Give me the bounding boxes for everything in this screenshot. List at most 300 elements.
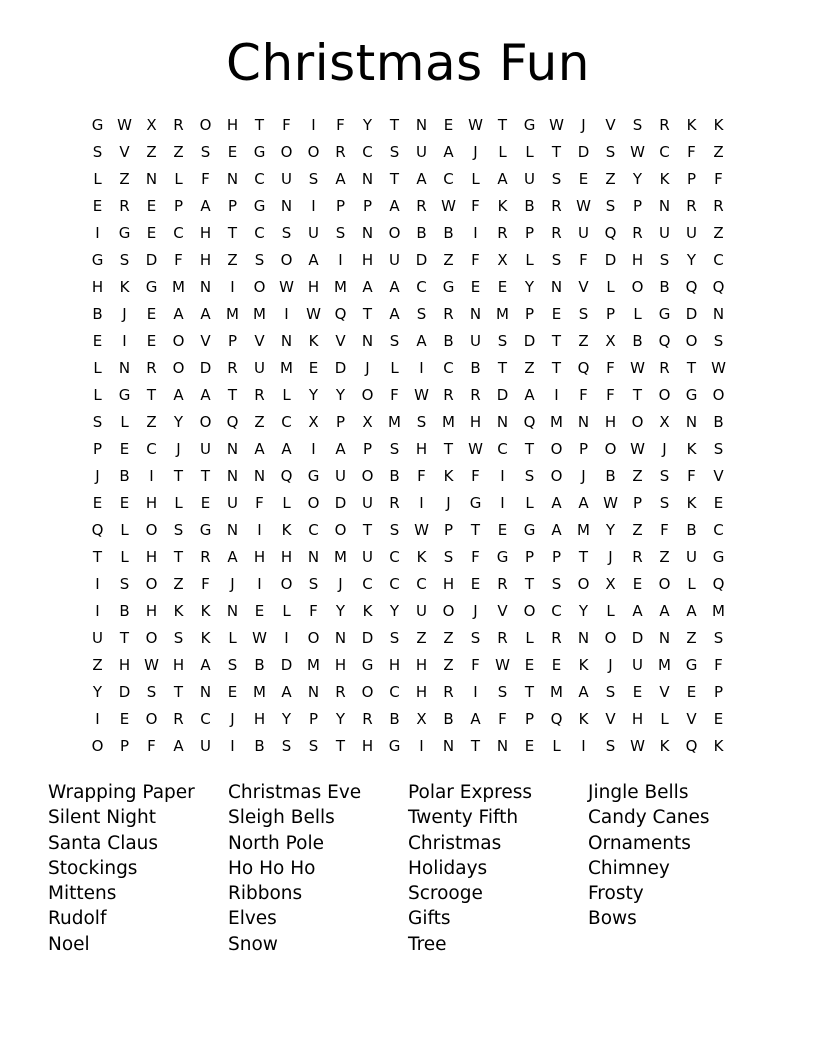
grid-letter[interactable]: R [362,710,373,728]
grid-letter[interactable]: A [335,170,346,188]
grid-letter[interactable]: C [389,548,400,566]
grid-letter[interactable]: Q [604,224,617,242]
grid-letter[interactable]: Y [173,413,184,431]
grid-letter[interactable]: I [95,575,100,593]
grid-letter[interactable]: Z [686,629,697,647]
grid-letter[interactable]: T [173,683,184,701]
grid-letter[interactable]: O [145,710,158,728]
grid-letter[interactable]: I [473,683,478,701]
grid-letter[interactable]: F [714,656,723,674]
grid-letter[interactable]: E [92,197,103,215]
grid-letter[interactable]: H [361,737,374,755]
grid-letter[interactable]: T [551,332,562,350]
grid-letter[interactable]: K [659,170,670,188]
grid-letter[interactable]: L [282,494,291,512]
grid-letter[interactable]: M [280,359,293,377]
grid-letter[interactable]: V [497,602,508,620]
grid-letter[interactable]: K [713,737,724,755]
grid-letter[interactable]: J [662,440,667,458]
grid-letter[interactable]: H [604,413,617,431]
grid-letter[interactable]: R [686,197,697,215]
grid-letter[interactable]: B [470,359,481,377]
grid-letter[interactable]: D [604,251,617,269]
grid-letter[interactable]: L [525,251,534,269]
grid-letter[interactable]: A [281,440,292,458]
grid-letter[interactable]: O [280,575,293,593]
grid-letter[interactable]: C [443,359,454,377]
grid-letter[interactable]: M [226,305,239,323]
grid-letter[interactable]: U [227,494,238,512]
grid-letter[interactable]: E [227,143,238,161]
grid-letter[interactable]: Z [524,359,535,377]
grid-letter[interactable]: J [230,575,235,593]
grid-letter[interactable]: N [577,413,590,431]
grid-letter[interactable]: I [419,737,424,755]
grid-letter[interactable]: G [388,737,401,755]
grid-letter[interactable]: G [307,467,320,485]
grid-letter[interactable]: E [497,521,508,539]
grid-letter[interactable]: O [658,575,671,593]
grid-letter[interactable]: K [416,548,427,566]
grid-letter[interactable]: W [630,440,645,458]
grid-letter[interactable]: C [362,143,373,161]
grid-letter[interactable]: H [307,278,320,296]
grid-letter[interactable]: O [631,413,644,431]
grid-letter[interactable]: K [659,737,670,755]
grid-letter[interactable]: F [471,656,480,674]
grid-letter[interactable]: I [95,710,100,728]
grid-letter[interactable]: S [146,683,157,701]
grid-letter[interactable]: N [361,170,374,188]
grid-letter[interactable]: C [551,602,562,620]
grid-letter[interactable]: N [496,413,509,431]
grid-letter[interactable]: G [523,116,536,134]
grid-letter[interactable]: R [632,224,643,242]
grid-letter[interactable]: Z [227,251,238,269]
grid-letter[interactable]: A [200,386,211,404]
grid-letter[interactable]: V [686,710,697,728]
grid-letter[interactable]: S [92,143,103,161]
grid-letter[interactable]: Z [443,656,454,674]
grid-letter[interactable]: B [443,224,454,242]
grid-letter[interactable]: D [415,251,428,269]
grid-letter[interactable]: N [199,683,212,701]
grid-letter[interactable]: C [497,440,508,458]
grid-letter[interactable]: D [334,494,347,512]
grid-letter[interactable]: E [524,656,535,674]
grid-letter[interactable]: R [173,116,184,134]
grid-letter[interactable]: E [524,737,535,755]
grid-letter[interactable]: Y [335,602,346,620]
grid-letter[interactable]: S [470,629,481,647]
grid-letter[interactable]: O [442,602,455,620]
grid-letter[interactable]: S [416,413,427,431]
grid-letter[interactable]: J [122,305,127,323]
grid-letter[interactable]: F [147,737,156,755]
grid-letter[interactable]: D [199,359,212,377]
grid-letter[interactable]: M [577,521,590,539]
grid-letter[interactable]: S [308,575,319,593]
grid-letter[interactable]: U [362,548,373,566]
grid-letter[interactable]: W [576,197,591,215]
grid-letter[interactable]: O [145,575,158,593]
grid-letter[interactable]: Z [173,575,184,593]
grid-letter[interactable]: P [524,224,535,242]
grid-letter[interactable]: S [713,440,724,458]
grid-letter[interactable]: S [200,143,211,161]
grid-letter[interactable]: Q [712,575,725,593]
grid-letter[interactable]: K [119,278,130,296]
grid-letter[interactable]: B [416,224,427,242]
grid-letter[interactable]: X [308,413,319,431]
grid-letter[interactable]: U [632,656,643,674]
grid-letter[interactable]: L [93,386,102,404]
grid-letter[interactable]: R [227,359,238,377]
grid-letter[interactable]: K [200,629,211,647]
grid-letter[interactable]: P [686,170,697,188]
grid-letter[interactable]: J [446,494,451,512]
grid-letter[interactable]: Y [362,116,373,134]
grid-letter[interactable]: O [361,683,374,701]
grid-letter[interactable]: X [362,413,373,431]
grid-letter[interactable]: O [145,629,158,647]
grid-letter[interactable]: B [605,467,616,485]
grid-letter[interactable]: A [227,548,238,566]
grid-letter[interactable]: E [227,683,238,701]
grid-letter[interactable]: C [362,575,373,593]
grid-letter[interactable]: D [496,386,509,404]
grid-letter[interactable]: S [281,737,292,755]
grid-letter[interactable]: J [581,467,586,485]
grid-letter[interactable]: A [443,143,454,161]
grid-letter[interactable]: O [523,602,536,620]
grid-letter[interactable]: R [443,683,454,701]
grid-letter[interactable]: Z [443,629,454,647]
grid-letter[interactable]: T [551,143,562,161]
grid-letter[interactable]: T [389,116,400,134]
grid-letter[interactable]: O [91,737,104,755]
grid-letter[interactable]: S [389,521,400,539]
grid-letter[interactable]: V [335,332,346,350]
grid-letter[interactable]: E [497,278,508,296]
grid-letter[interactable]: E [308,359,319,377]
grid-letter[interactable]: N [307,548,320,566]
grid-letter[interactable]: B [254,656,265,674]
grid-letter[interactable]: L [174,494,183,512]
grid-letter[interactable]: B [659,278,670,296]
grid-letter[interactable]: F [309,602,318,620]
grid-letter[interactable]: M [388,413,401,431]
grid-letter[interactable]: F [282,116,291,134]
grid-letter[interactable]: F [201,170,210,188]
grid-letter[interactable]: W [279,278,294,296]
grid-letter[interactable]: P [632,197,643,215]
grid-letter[interactable]: K [686,440,697,458]
grid-letter[interactable]: S [335,224,346,242]
grid-letter[interactable]: S [605,143,616,161]
grid-letter[interactable]: H [199,251,212,269]
grid-letter[interactable]: D [685,305,698,323]
grid-letter[interactable]: Z [659,548,670,566]
grid-letter[interactable]: F [579,251,588,269]
grid-letter[interactable]: J [473,143,478,161]
grid-letter[interactable]: R [632,548,643,566]
grid-letter[interactable]: I [473,224,478,242]
grid-letter[interactable]: N [199,278,212,296]
grid-letter[interactable]: H [631,251,644,269]
grid-letter[interactable]: J [608,656,613,674]
grid-letter[interactable]: Q [334,305,347,323]
grid-letter[interactable]: F [471,548,480,566]
grid-letter[interactable]: Q [226,413,239,431]
grid-letter[interactable]: I [311,116,316,134]
grid-letter[interactable]: U [659,224,670,242]
grid-letter[interactable]: P [362,440,373,458]
grid-letter[interactable]: T [254,116,265,134]
grid-letter[interactable]: C [173,224,184,242]
grid-letter[interactable]: M [172,278,185,296]
grid-letter[interactable]: A [200,656,211,674]
grid-letter[interactable]: E [713,710,724,728]
grid-letter[interactable]: G [253,143,266,161]
grid-letter[interactable]: W [414,386,429,404]
grid-letter[interactable]: G [253,197,266,215]
grid-letter[interactable]: E [92,494,103,512]
grid-letter[interactable]: I [230,737,235,755]
grid-letter[interactable]: P [308,710,319,728]
grid-letter[interactable]: R [551,197,562,215]
grid-letter[interactable]: G [118,386,131,404]
grid-letter[interactable]: P [578,440,589,458]
grid-letter[interactable]: T [551,359,562,377]
grid-letter[interactable]: P [362,197,373,215]
grid-letter[interactable]: H [415,683,428,701]
grid-letter[interactable]: A [524,386,535,404]
grid-letter[interactable]: L [498,143,507,161]
grid-letter[interactable]: S [119,251,130,269]
grid-letter[interactable]: S [308,737,319,755]
grid-letter[interactable]: A [173,386,184,404]
grid-letter[interactable]: H [334,656,347,674]
grid-letter[interactable]: L [525,629,534,647]
grid-letter[interactable]: N [658,197,671,215]
grid-letter[interactable]: S [254,251,265,269]
grid-letter[interactable]: P [551,548,562,566]
grid-letter[interactable]: N [226,521,239,539]
grid-letter[interactable]: I [500,494,505,512]
grid-letter[interactable]: V [605,116,616,134]
grid-letter[interactable]: V [713,467,724,485]
grid-letter[interactable]: B [443,710,454,728]
grid-letter[interactable]: T [524,683,535,701]
grid-letter[interactable]: O [388,224,401,242]
grid-letter[interactable]: K [281,521,292,539]
grid-letter[interactable]: S [443,548,454,566]
grid-letter[interactable]: Y [605,521,616,539]
grid-letter[interactable]: O [280,251,293,269]
grid-letter[interactable]: C [416,278,427,296]
grid-letter[interactable]: Q [523,413,536,431]
grid-letter[interactable]: U [335,467,346,485]
grid-letter[interactable]: U [92,629,103,647]
grid-letter[interactable]: J [608,548,613,566]
grid-letter[interactable]: E [713,494,724,512]
grid-letter[interactable]: S [632,116,643,134]
grid-letter[interactable]: Y [389,602,400,620]
grid-letter[interactable]: D [577,143,590,161]
grid-letter[interactable]: H [199,224,212,242]
grid-letter[interactable]: S [416,305,427,323]
grid-letter[interactable]: E [632,683,643,701]
grid-letter[interactable]: U [686,548,697,566]
grid-letter[interactable]: M [550,683,563,701]
grid-letter[interactable]: H [118,656,131,674]
grid-letter[interactable]: U [389,251,400,269]
grid-letter[interactable]: S [92,413,103,431]
grid-letter[interactable]: B [524,197,535,215]
grid-letter[interactable]: K [200,602,211,620]
grid-letter[interactable]: E [551,305,562,323]
grid-letter[interactable]: N [469,305,482,323]
grid-letter[interactable]: I [581,737,586,755]
grid-letter[interactable]: G [91,251,104,269]
grid-letter[interactable]: I [257,575,262,593]
grid-letter[interactable]: H [253,548,266,566]
grid-letter[interactable]: L [282,386,291,404]
grid-letter[interactable]: I [284,305,289,323]
grid-letter[interactable]: S [389,143,400,161]
grid-letter[interactable]: W [414,521,429,539]
grid-letter[interactable]: O [550,440,563,458]
grid-letter[interactable]: H [469,413,482,431]
grid-letter[interactable]: S [659,467,670,485]
grid-letter[interactable]: Z [713,143,724,161]
grid-letter[interactable]: N [226,170,239,188]
grid-letter[interactable]: A [281,683,292,701]
grid-letter[interactable]: M [442,413,455,431]
grid-letter[interactable]: N [226,602,239,620]
grid-letter[interactable]: L [390,359,399,377]
grid-letter[interactable]: D [361,629,374,647]
grid-letter[interactable]: E [686,683,697,701]
grid-letter[interactable]: A [200,305,211,323]
grid-letter[interactable]: J [230,710,235,728]
grid-letter[interactable]: C [254,170,265,188]
grid-letter[interactable]: A [308,251,319,269]
grid-letter[interactable]: F [390,386,399,404]
grid-letter[interactable]: X [605,575,616,593]
grid-letter[interactable]: L [93,359,102,377]
grid-letter[interactable]: T [200,467,211,485]
grid-letter[interactable]: W [468,440,483,458]
grid-letter[interactable]: H [91,278,104,296]
grid-letter[interactable]: K [686,116,697,134]
grid-letter[interactable]: T [362,521,373,539]
grid-letter[interactable]: Q [577,359,590,377]
grid-letter[interactable]: M [334,548,347,566]
grid-letter[interactable]: L [525,494,534,512]
grid-letter[interactable]: U [200,737,211,755]
grid-letter[interactable]: M [658,656,671,674]
grid-letter[interactable]: C [416,575,427,593]
grid-letter[interactable]: V [605,710,616,728]
grid-letter[interactable]: Y [335,710,346,728]
grid-letter[interactable]: Q [91,521,104,539]
grid-letter[interactable]: H [631,710,644,728]
grid-letter[interactable]: G [658,305,671,323]
grid-letter[interactable]: L [660,710,669,728]
grid-letter[interactable]: F [201,575,210,593]
grid-letter[interactable]: T [389,170,400,188]
grid-letter[interactable]: Y [281,710,292,728]
grid-letter[interactable]: O [685,332,698,350]
grid-letter[interactable]: N [226,440,239,458]
grid-letter[interactable]: A [659,602,670,620]
grid-letter[interactable]: L [471,170,480,188]
grid-letter[interactable]: C [713,521,724,539]
grid-letter[interactable]: X [605,332,616,350]
grid-letter[interactable]: K [362,602,373,620]
grid-letter[interactable]: B [713,413,724,431]
grid-letter[interactable]: U [524,170,535,188]
grid-letter[interactable]: W [117,116,132,134]
grid-letter[interactable]: W [549,116,564,134]
grid-letter[interactable]: Y [308,386,319,404]
grid-letter[interactable]: I [257,521,262,539]
grid-letter[interactable]: H [172,656,185,674]
grid-letter[interactable]: W [495,656,510,674]
grid-letter[interactable]: O [253,278,266,296]
grid-letter[interactable]: S [551,251,562,269]
grid-letter[interactable]: Y [632,170,643,188]
grid-letter[interactable]: A [416,332,427,350]
grid-letter[interactable]: P [92,440,103,458]
grid-letter[interactable]: I [95,602,100,620]
grid-letter[interactable]: R [146,359,157,377]
grid-letter[interactable]: N [145,170,158,188]
grid-letter[interactable]: A [551,494,562,512]
grid-letter[interactable]: U [686,224,697,242]
grid-letter[interactable]: H [361,251,374,269]
grid-letter[interactable]: F [255,494,264,512]
grid-letter[interactable]: G [496,548,509,566]
grid-letter[interactable]: S [281,224,292,242]
grid-letter[interactable]: S [659,494,670,512]
grid-letter[interactable]: N [658,629,671,647]
grid-letter[interactable]: P [524,710,535,728]
grid-letter[interactable]: B [389,467,400,485]
grid-letter[interactable]: R [659,116,670,134]
grid-letter[interactable]: C [443,170,454,188]
grid-letter[interactable]: S [389,332,400,350]
grid-letter[interactable]: S [497,332,508,350]
grid-letter[interactable]: R [551,224,562,242]
grid-letter[interactable]: G [91,116,104,134]
grid-letter[interactable]: G [199,521,212,539]
grid-letter[interactable]: S [389,440,400,458]
grid-letter[interactable]: R [173,710,184,728]
grid-letter[interactable]: E [632,575,643,593]
grid-letter[interactable]: R [713,197,724,215]
grid-letter[interactable]: S [551,170,562,188]
grid-letter[interactable]: Z [92,656,103,674]
grid-letter[interactable]: O [712,386,725,404]
grid-letter[interactable]: O [361,467,374,485]
grid-letter[interactable]: F [336,116,345,134]
grid-letter[interactable]: O [172,359,185,377]
grid-letter[interactable]: P [173,197,184,215]
grid-letter[interactable]: Q [685,737,698,755]
